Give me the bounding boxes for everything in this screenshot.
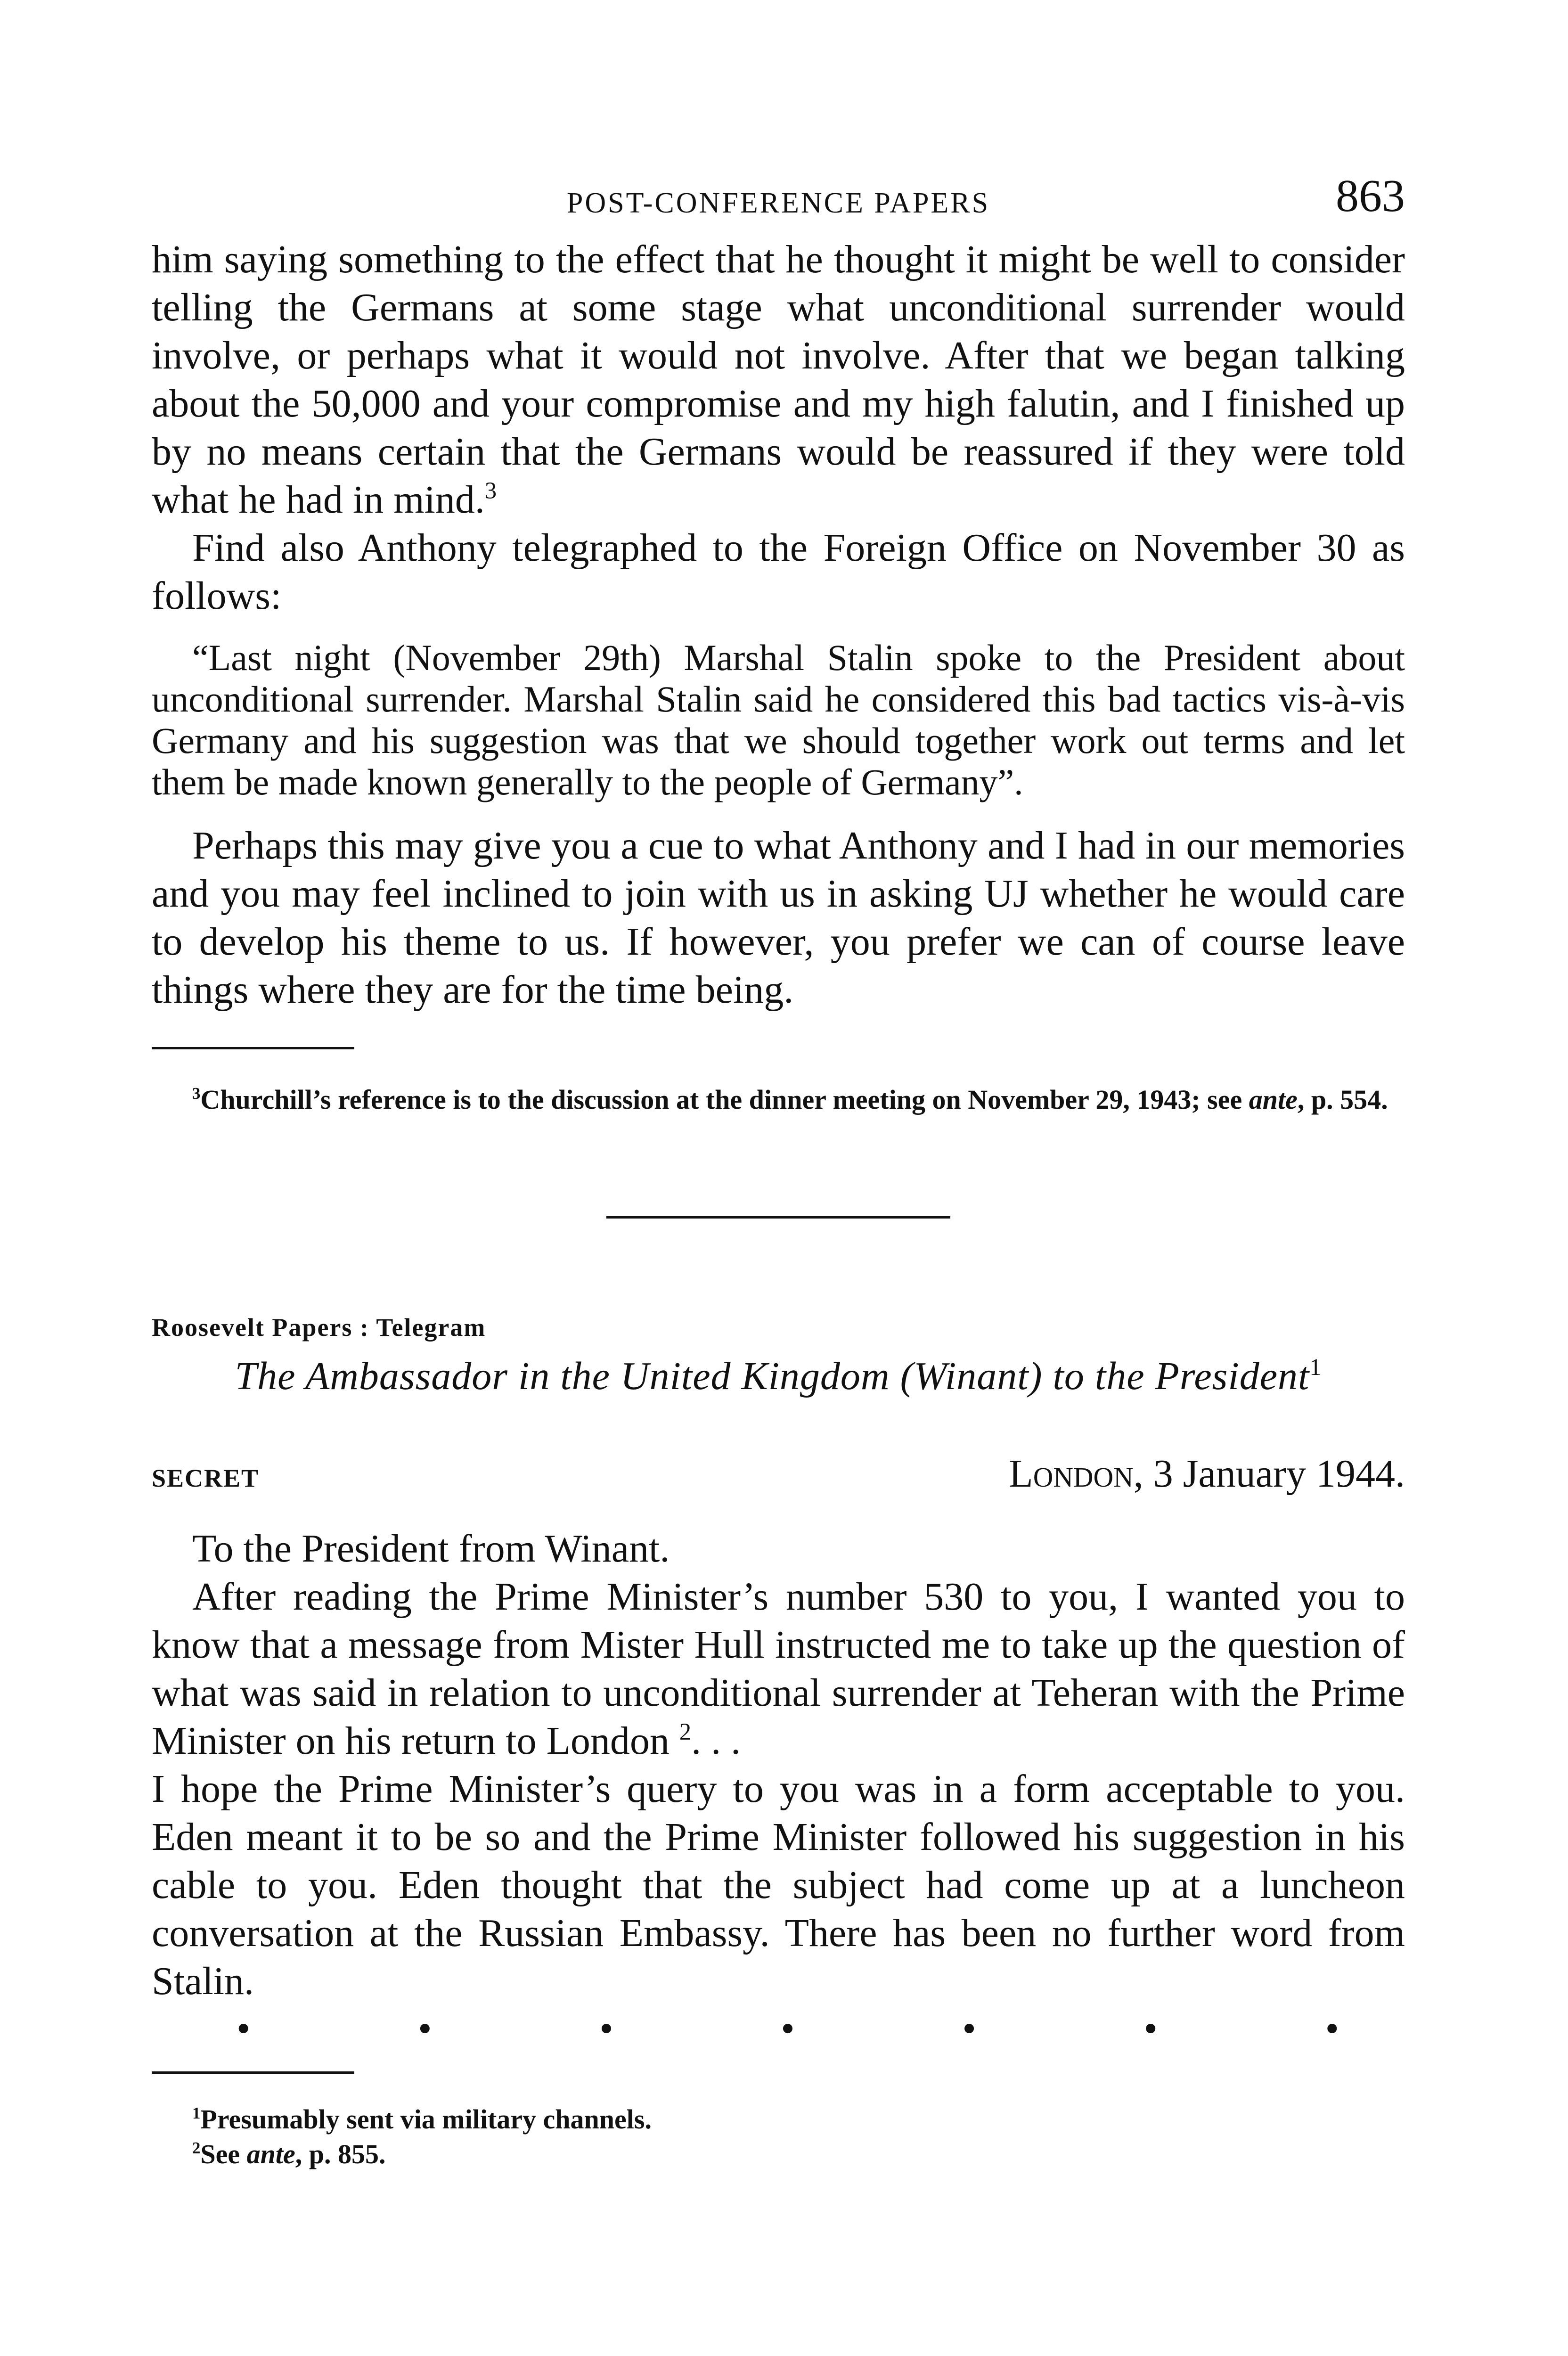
place: London	[1009, 1452, 1134, 1496]
paragraph-text: After reading the Prime Minister’s number 530 to you, I wanted you to know that a message from Mister Hull instructed me to take up the question of what was said in relation to unconditional surrender at Teheran with the Prime Minister on his return to London	[152, 1575, 1405, 1763]
omission-dot: •	[781, 2007, 795, 2051]
paragraph-text: him saying something to the effect that he thought it might be well to consider telling the Germans at some stage what unconditional surrender would involve, or perhaps what it would not involve. After that we began talking about the 50,000 and your compromise and my high falutin, and I finished up by no means certain that the Germans would be reassured if they were told what he had in mind.	[152, 237, 1405, 522]
footnote-italic: ante	[246, 2139, 295, 2169]
dateline	[152, 1451, 1405, 1497]
page-number: 863	[1336, 171, 1405, 221]
footnote-rule	[152, 1047, 354, 1049]
footnote-ref: 2	[679, 1718, 692, 1745]
footnote-rule	[152, 2071, 354, 2074]
classification-label: SECRET	[152, 1464, 260, 1492]
place-date	[1009, 1451, 1405, 1497]
paragraph-hull-message	[152, 1573, 1405, 1765]
document-page	[152, 170, 1405, 2172]
footnote-text-end: , p. 855.	[295, 2139, 386, 2169]
footnote-ref: 1	[1309, 1353, 1322, 1380]
running-head: POST-CONFERENCE PAPERS	[566, 187, 990, 219]
paragraph-closing: Perhaps this may give you a cue to what Anthony and I had in our memories and you may feel inclined to join with us in asking UJ whether he would care to develop his theme to us. If however, you prefer we can of course leave things where they are for the time being.	[152, 824, 1405, 1012]
omission-dot: •	[962, 2007, 976, 2051]
document-title	[152, 1353, 1405, 1399]
footnote-italic: ante	[1249, 1084, 1298, 1115]
section-divider	[606, 1216, 950, 1219]
page-header	[152, 170, 1405, 236]
omission-dot: •	[1325, 2007, 1339, 2051]
footnote-text-end: , p. 554.	[1297, 1084, 1388, 1115]
omission-dot: •	[1143, 2007, 1158, 2051]
footnote-text: Presumably sent via military channels.	[200, 2104, 652, 2135]
paragraph-continuation	[152, 236, 1405, 524]
footnote-number: 3	[192, 1084, 201, 1103]
footnote-number: 2	[192, 2139, 201, 2158]
salutation-line: To the President from Winant.	[192, 1527, 670, 1571]
paragraph-eden-query: I hope the Prime Minister’s query to you was in a form acceptable to you. Eden meant it to be so and the Prime Minister followed his suggestion in his cable to you. Eden thought that the subject had come up at a luncheon conversation at the Russian Embassy. There has been no further word from Stalin.	[152, 1767, 1405, 2003]
footnote-3	[152, 1082, 1405, 1117]
footnote-2	[152, 2137, 1405, 2172]
footnote-ref: 3	[484, 477, 497, 504]
footnote-number: 1	[192, 2104, 201, 2123]
document-title-text: The Ambassador in the United Kingdom (Winant) to the President	[235, 1354, 1310, 1398]
paragraph-eden-telegram: Find also Anthony telegraphed to the Foreign Office on November 30 as follows:	[152, 526, 1405, 618]
ellipsis: . . .	[691, 1719, 741, 1763]
document-source: Roosevelt Papers : Telegram	[152, 1313, 486, 1342]
omission-dots	[152, 2007, 1405, 2051]
omission-dot: •	[418, 2007, 432, 2051]
omission-dot: •	[237, 2007, 251, 2051]
date: , 3 January 1944.	[1133, 1452, 1405, 1496]
footnote-text: Churchill’s reference is to the discussion at the dinner meeting on November 29, 1943; see	[200, 1084, 1249, 1115]
footnote-1	[152, 2102, 1405, 2137]
block-quote: “Last night (November 29th) Marshal Stalin spoke to the President about unconditional surrender. Marshal Stalin said he considered this bad tactics vis-à-vis Germany and his suggestion was that we should together work out terms and let them be made known generally to the people of Germany”.	[152, 637, 1405, 802]
footnote-text: See	[200, 2139, 247, 2169]
omission-dot: •	[599, 2007, 613, 2051]
telegram-body	[152, 1525, 1405, 2051]
